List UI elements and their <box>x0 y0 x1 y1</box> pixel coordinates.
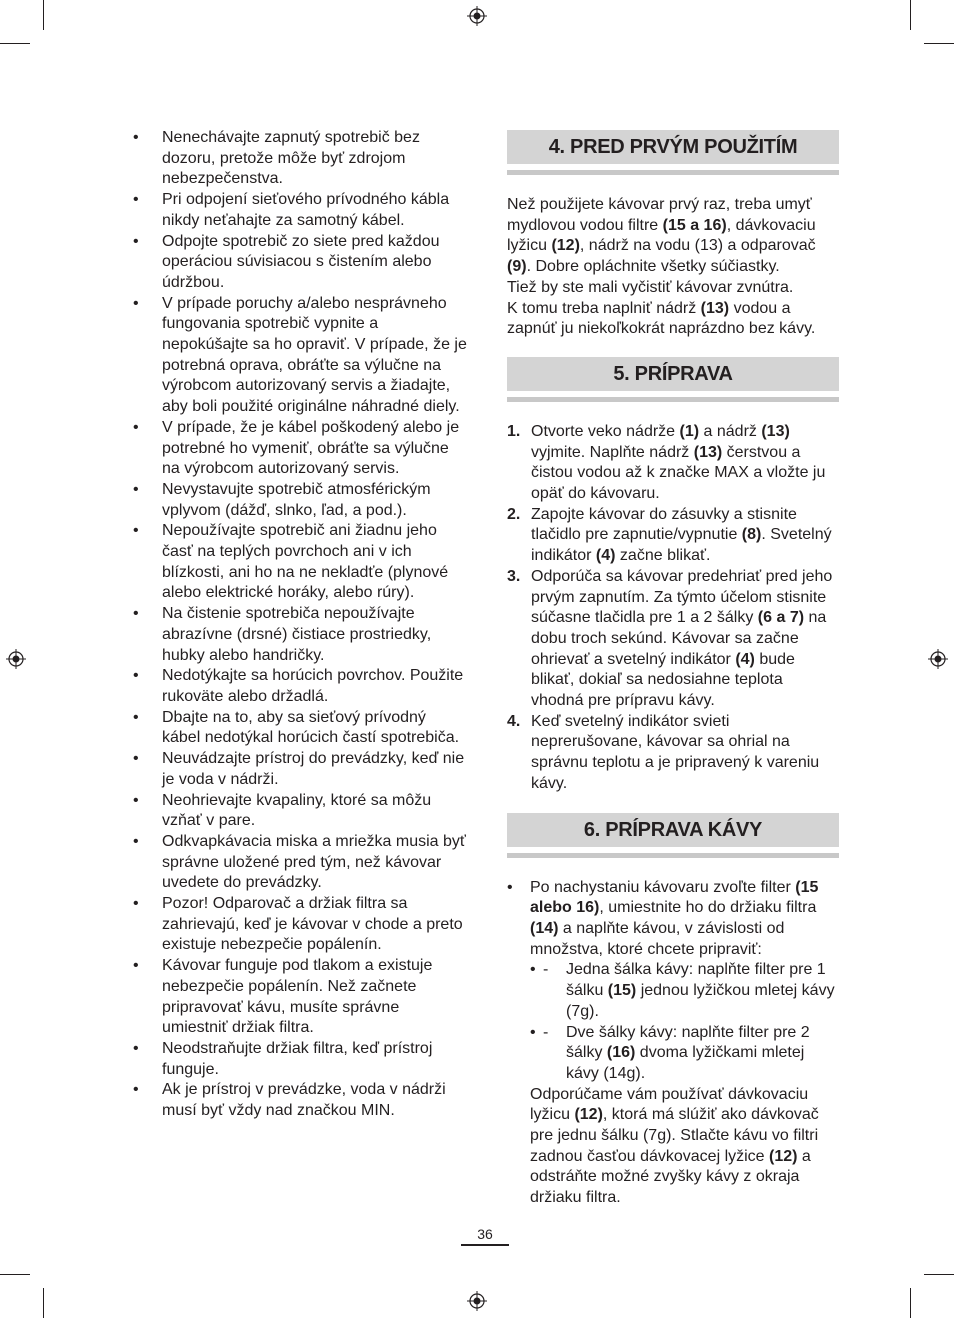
text-span: Než použijete kávovar prvý raz, treba umyť mydlovou vodou filtre <box>507 196 812 234</box>
text-span: a odstráňte možné zvyšky kávy z okraja držiaku filtra. <box>530 1147 811 1207</box>
part-ref: (12) <box>769 1147 798 1165</box>
text-span: začne blikať. <box>615 547 711 565</box>
part-ref: (15) <box>607 982 637 1000</box>
text-span: jednou lyžičkou mletej kávy (7g). <box>566 982 835 1020</box>
part-ref: (6 a 7) <box>757 609 805 627</box>
registration-mark-icon <box>928 649 948 669</box>
crop-mark <box>0 1274 30 1275</box>
text-span: čerstvou a čistou vodou až k značke MAX a vložte ju opäť do kávovaru. <box>531 443 826 503</box>
list-item: • Odkvapkávacia miska a mriežka musia byť správne uložené pred tým, než kávovar uvedete do prevádzky. <box>133 832 468 894</box>
part-ref: (9) <box>507 258 527 276</box>
list-item: • Nepoužívajte spotrebič ani žiadnu jeho časť na teplých povrchoch ani v ich blízkosti, ani ho na ne nekladťe (plynové alebo elektrické horáky, alebo rúry). <box>133 521 468 604</box>
text-span: , ktorá má slúžiť ako dávkovač pre jednu šálku (7g). Stlačte kávu vo filtri zadnou časťou dávkovacej lyžice <box>530 1106 819 1165</box>
section-title: 5. PRÍPRAVA <box>613 362 733 385</box>
crop-mark <box>924 43 954 44</box>
text-span: Otvorte veko nádrže <box>531 422 680 440</box>
list-item: • Neuvádzajte prístroj do prevádzky, keď nie je voda v nádrži. <box>133 749 468 790</box>
text-span: , umiestnite ho do držiaku filtra <box>599 899 817 917</box>
text-span: a naplňte kávou, v závislosti od množstva, ktoré chcete pripraviť: <box>530 919 785 958</box>
step-number: 1. <box>507 422 521 440</box>
section-heading-4 <box>507 130 839 164</box>
list-item: • Pri odpojení sieťového prívodného kábla nikdy neťahajte za samotný kábel. <box>133 190 468 231</box>
registration-mark-icon <box>467 6 487 26</box>
part-ref: (13) <box>700 299 730 317</box>
section-title: 6. PRÍPRAVA KÁVY <box>583 818 763 841</box>
list-item: • Neohrievajte kvapaliny, ktoré sa môžu vzňať v pare. <box>133 791 468 832</box>
list-item: • Pozor! Odparovač a držiak filtra sa zahrievajú, keď je kávovar v chode a preto existuje nebezpečie popálenín. <box>133 894 468 956</box>
page-number-rule <box>461 1244 509 1246</box>
section-heading-6 <box>507 813 839 847</box>
list-item: • Nevystavujte spotrebič atmosférickým vplyvom (dážď, slnko, ľad, a pod.). <box>133 480 468 521</box>
section-title: 4. PRED PRVÝM POUŽITÍM <box>548 136 798 158</box>
section-heading-5 <box>507 357 839 391</box>
right-column <box>507 130 839 1209</box>
text-span: Odporúčame vám používať dávkovaciu lyžicu <box>530 1085 809 1124</box>
section4-paragraph: Tiež by ste mali vyčistiť kávovar zvnútra. <box>507 278 794 296</box>
text-span: , nádrž na vodu (13) a odparovač <box>579 237 816 255</box>
list-item <box>507 878 839 1209</box>
steps-list <box>507 422 839 795</box>
list-item: • Nenechávajte zapnutý spotrebič bez dozoru, pretože môže byť zdrojom nebezpečenstva. <box>133 128 468 190</box>
list-item: • Na čistenie spotrebiča nepoužívajte abrazívne (drsné) čistiace prostriedky, hubky alebo handričky. <box>133 604 468 666</box>
crop-mark <box>0 43 30 44</box>
dose-sub-list <box>530 960 839 1084</box>
step-number: 4. <box>507 712 521 730</box>
part-ref: (4) <box>735 650 755 668</box>
list-item: • V prípade poruchy a/alebo nesprávneho fungovania spotrebič vypnite a nepokúšajte sa ho opraviť. V prípade, že je potrebná oprava, obráťte sa výlučne na výrobcom autorizovaný servis a žiadajte, aby boli použité originálne náhradné diely. <box>133 294 468 418</box>
list-item: • Odpojte spotrebič zo siete pred každou operáciou súvisiacou s čistením alebo údržbou. <box>133 232 468 294</box>
section4-paragraph <box>507 195 839 278</box>
part-ref: (15 alebo 16) <box>530 878 819 917</box>
text-span: na dobu troch sekúnd. Kávovar sa začne ohrievať a svetelný indikátor <box>531 609 827 668</box>
list-item <box>507 505 839 567</box>
dash-marker: • - <box>543 1023 549 1041</box>
registration-mark-icon <box>6 649 26 669</box>
list-item <box>530 960 839 1022</box>
list-item <box>507 712 839 795</box>
safety-bullet-list <box>133 128 468 1122</box>
list-item: • Ak je prístroj v prevádzke, voda v nádrži musí byť vždy nad značkou MIN. <box>133 1080 468 1121</box>
coffee-bullet-list <box>507 878 839 1209</box>
list-item: • Neodstraňujte držiak filtra, keď prístroj funguje. <box>133 1039 468 1080</box>
crop-mark <box>924 1274 954 1275</box>
list-item <box>530 1023 839 1085</box>
crop-mark <box>910 1288 911 1318</box>
part-ref: (1) <box>679 422 700 440</box>
text-span: dvoma lyžičkami mletej kávy (14g). <box>566 1044 805 1082</box>
list-item <box>507 422 839 505</box>
part-ref: (15 a 16) <box>662 216 727 234</box>
part-ref: (13) <box>761 422 790 440</box>
text-span: . Dobre opláchnite všetky súčiastky. <box>526 258 780 276</box>
list-item: • Dbajte na to, aby sa sieťový prívodný kábel nedotýkal horúcich častí spotrebiča. <box>133 708 468 749</box>
text-span: vyjmite. Naplňte nádrž <box>531 443 694 461</box>
text-span: Dve šálky kávy: naplňte filter pre 2 šálky <box>566 1023 810 1062</box>
text-span: a nádrž <box>699 422 762 440</box>
text-span: Po nachystaniu kávovaru zvoľte filter <box>530 878 796 896</box>
text-span: Jedna šálka kávy: naplňte filter pre 1 šálku <box>566 961 826 1000</box>
step-number: 3. <box>507 567 521 585</box>
text-span: K tomu treba naplniť nádrž <box>507 299 701 317</box>
dash-marker: • - <box>543 961 549 979</box>
text-span: bude blikať, dokiaľ sa nedosiahne teplota vhodná pre prípravu kávy. <box>531 650 795 710</box>
part-ref: (12) <box>551 237 580 255</box>
step-number: 2. <box>507 505 521 523</box>
crop-mark <box>43 1288 44 1318</box>
text-span: Keď svetelný indikátor svieti neprerušovane, kávovar sa ohrial na správnu teplotu a je pripravený k vareniu kávy. <box>531 712 820 792</box>
crop-mark <box>43 0 44 30</box>
crop-mark <box>910 0 911 30</box>
part-ref: (13) <box>693 443 723 461</box>
text-span: . Svetelný indikátor <box>531 526 832 565</box>
section4-paragraph <box>507 299 839 340</box>
part-ref: (14) <box>530 919 559 937</box>
list-item: • Nedotýkajte sa horúcich povrchov. Použite rukoväte alebo držadlá. <box>133 666 468 707</box>
page-number: 36 <box>477 1226 493 1242</box>
list-item: • Kávovar funguje pod tlakom a existuje nebezpečie popálenín. Než začnete pripravovať kávu, musíte správne umiestniť držiak filtra. <box>133 956 468 1039</box>
registration-mark-icon <box>467 1291 487 1311</box>
text-span: Odporúča sa kávovar predehriať pred jeho prvým zapnutím. Za týmto účelom stisnite súčasne tlačidla pre 1 a 2 šálky <box>531 567 833 627</box>
text-span: Zapojte kávovar do zásuvky a stisnite tlačidlo pre zapnutie/vypnutie <box>531 505 797 544</box>
left-column <box>133 128 468 1122</box>
part-ref: (8) <box>741 526 762 544</box>
text-span: vodou a zapnúť ju niekoľkokrát naprázdno bez kávy. <box>507 299 816 338</box>
part-ref: (16) <box>606 1044 636 1062</box>
part-ref: (4) <box>595 547 616 565</box>
text-span: , dávkovaciu lyžicu <box>507 216 816 255</box>
section6-paragraph <box>530 1085 839 1209</box>
part-ref: (12) <box>574 1106 603 1124</box>
list-item <box>507 567 839 712</box>
list-item: • V prípade, že je kábel poškodený alebo je potrebné ho vymeniť, obráťte sa výlučne na výrobcom autorizovaný servis. <box>133 418 468 480</box>
